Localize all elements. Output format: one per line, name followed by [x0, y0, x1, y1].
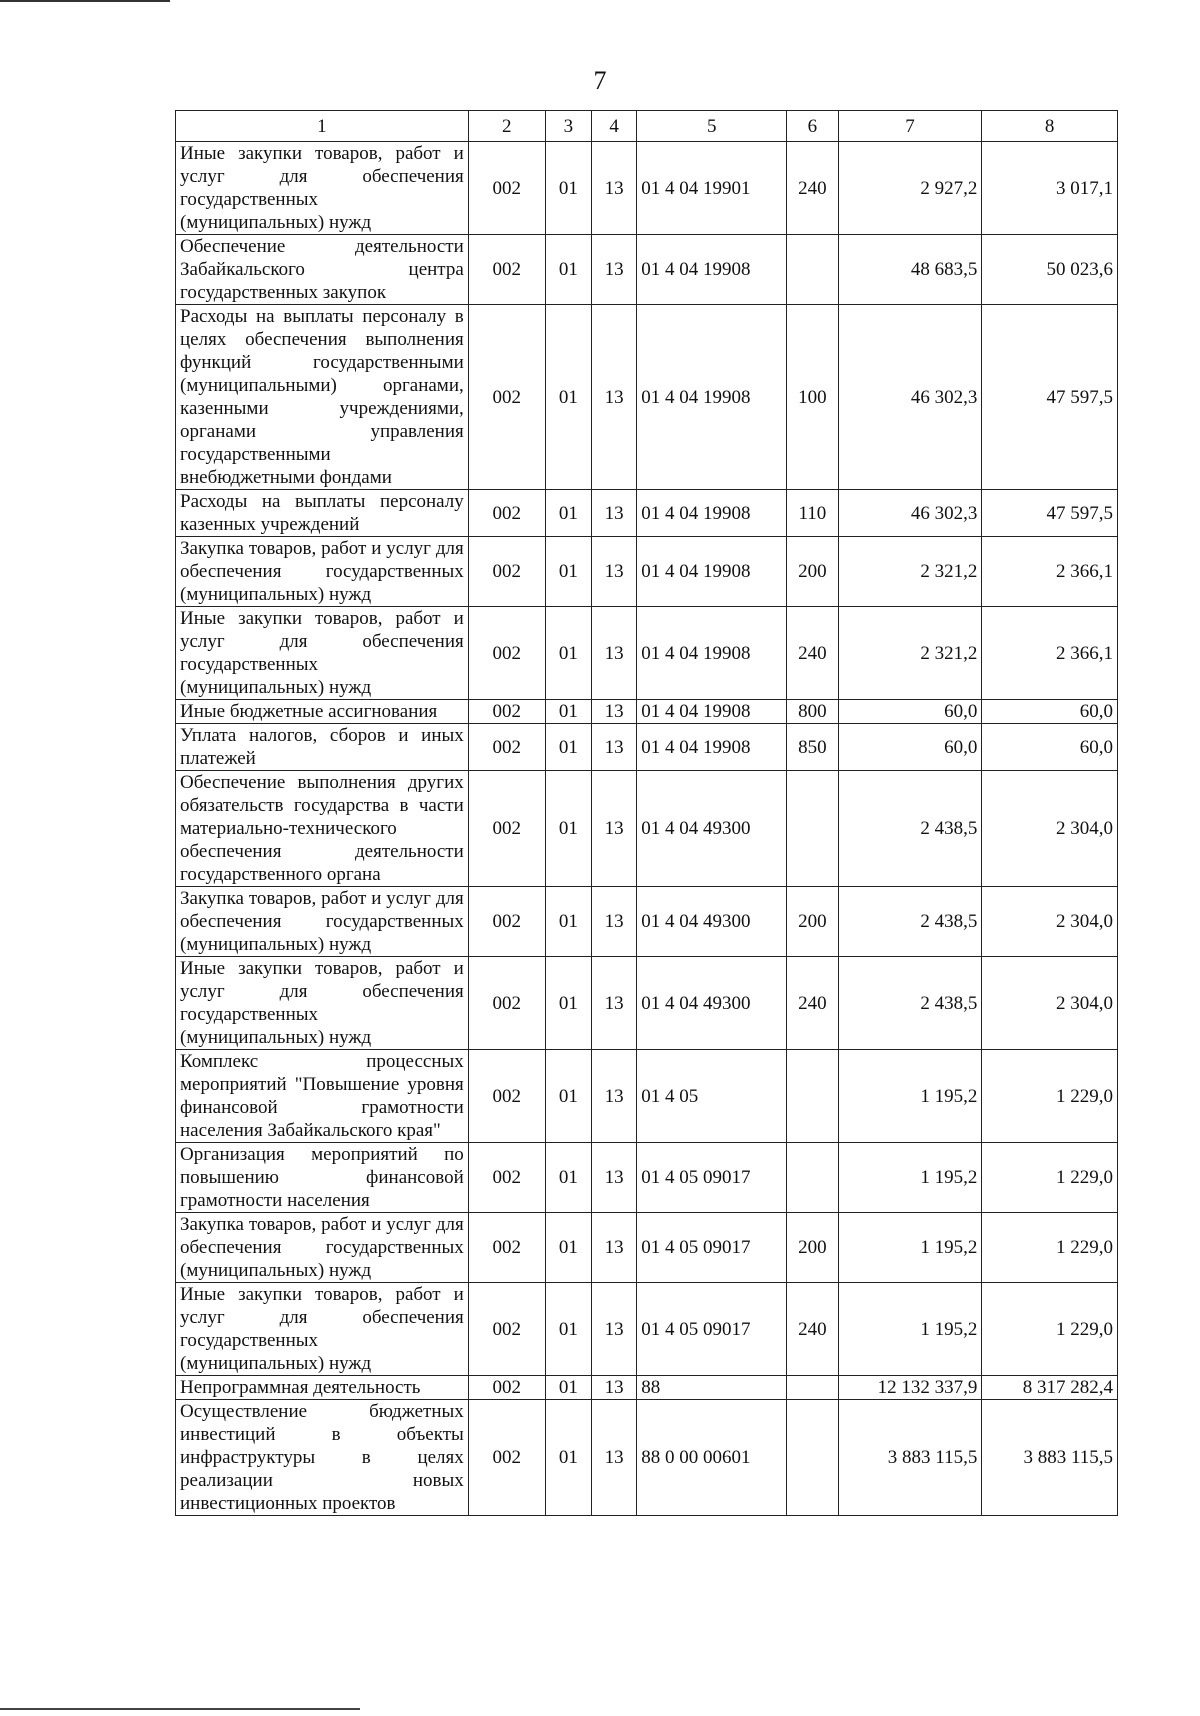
ministry-code-cell: 002: [468, 1050, 545, 1143]
target-article-cell: 01 4 05 09017: [637, 1143, 787, 1213]
section-code-cell: 01: [545, 537, 591, 607]
section-code-cell: 01: [545, 1400, 591, 1516]
expense-type-cell: [787, 1143, 838, 1213]
amount-year2-cell: 47 597,5: [982, 490, 1118, 537]
expense-name-cell: Обеспечение выполнения других обязательств государства в части материально-технического обеспечения деятельности государственного органа: [176, 771, 469, 887]
section-code-cell: 01: [545, 1376, 591, 1400]
section-code-cell: 01: [545, 771, 591, 887]
expense-name-cell: Иные бюджетные ассигнования: [176, 700, 469, 724]
target-article-cell: 01 4 04 19901: [637, 142, 787, 235]
amount-year2-cell: 47 597,5: [982, 305, 1118, 490]
expense-type-cell: 200: [787, 1213, 838, 1283]
ministry-code-cell: 002: [468, 1213, 545, 1283]
target-article-cell: 88 0 00 00601: [637, 1400, 787, 1516]
section-code-cell: 01: [545, 305, 591, 490]
amount-year2-cell: 60,0: [982, 700, 1118, 724]
target-article-cell: 01 4 04 19908: [637, 490, 787, 537]
subsection-code-cell: 13: [592, 1376, 637, 1400]
expense-type-cell: 100: [787, 305, 838, 490]
target-article-cell: 01 4 04 49300: [637, 887, 787, 957]
scan-edge-line: [0, 1708, 360, 1710]
amount-year2-cell: 2 366,1: [982, 537, 1118, 607]
amount-year1-cell: 3 883 115,5: [838, 1400, 982, 1516]
subsection-code-cell: 13: [592, 957, 637, 1050]
amount-year1-cell: 2 927,2: [838, 142, 982, 235]
amount-year1-cell: 46 302,3: [838, 305, 982, 490]
amount-year2-cell: 8 317 282,4: [982, 1376, 1118, 1400]
expense-name-cell: Закупка товаров, работ и услуг для обеспечения государственных (муниципальных) нужд: [176, 887, 469, 957]
scan-edge-line: [0, 0, 170, 2]
subsection-code-cell: 13: [592, 1050, 637, 1143]
ministry-code-cell: 002: [468, 235, 545, 305]
expense-name-cell: Расходы на выплаты персоналу в целях обеспечения выполнения функций государственными (муниципальными) органами, казенными учреждениями, органами управления государственными внебюджетными фондами: [176, 305, 469, 490]
table-row: [176, 607, 1118, 700]
amount-year2-cell: 3 883 115,5: [982, 1400, 1118, 1516]
section-code-cell: 01: [545, 724, 591, 771]
target-article-cell: 01 4 04 19908: [637, 537, 787, 607]
subsection-code-cell: 13: [592, 724, 637, 771]
expense-type-cell: 240: [787, 1283, 838, 1376]
budget-table: [175, 110, 1118, 1516]
amount-year1-cell: 1 195,2: [838, 1050, 982, 1143]
ministry-code-cell: 002: [468, 1376, 545, 1400]
ministry-code-cell: 002: [468, 771, 545, 887]
expense-type-cell: [787, 1376, 838, 1400]
expense-name-cell: Уплата налогов, сборов и иных платежей: [176, 724, 469, 771]
expense-type-cell: [787, 1050, 838, 1143]
subsection-code-cell: 13: [592, 235, 637, 305]
expense-name-cell: Закупка товаров, работ и услуг для обеспечения государственных (муниципальных) нужд: [176, 1213, 469, 1283]
expense-name-cell: Иные закупки товаров, работ и услуг для обеспечения государственных (муниципальных) нужд: [176, 957, 469, 1050]
ministry-code-cell: 002: [468, 887, 545, 957]
expense-type-cell: [787, 771, 838, 887]
table-row: [176, 1400, 1118, 1516]
table-row: [176, 1213, 1118, 1283]
amount-year1-cell: 1 195,2: [838, 1143, 982, 1213]
subsection-code-cell: 13: [592, 1143, 637, 1213]
target-article-cell: 01 4 05 09017: [637, 1213, 787, 1283]
subsection-code-cell: 13: [592, 305, 637, 490]
header-cell: 8: [982, 111, 1118, 142]
header-cell: 3: [545, 111, 591, 142]
amount-year2-cell: 50 023,6: [982, 235, 1118, 305]
header-cell: 5: [637, 111, 787, 142]
ministry-code-cell: 002: [468, 142, 545, 235]
expense-type-cell: 200: [787, 887, 838, 957]
amount-year1-cell: 2 438,5: [838, 771, 982, 887]
amount-year1-cell: 48 683,5: [838, 235, 982, 305]
subsection-code-cell: 13: [592, 607, 637, 700]
section-code-cell: 01: [545, 607, 591, 700]
section-code-cell: 01: [545, 1143, 591, 1213]
amount-year2-cell: 2 304,0: [982, 771, 1118, 887]
table-row: [176, 700, 1118, 724]
expense-type-cell: 850: [787, 724, 838, 771]
amount-year2-cell: 1 229,0: [982, 1213, 1118, 1283]
subsection-code-cell: 13: [592, 700, 637, 724]
amount-year2-cell: 1 229,0: [982, 1143, 1118, 1213]
ministry-code-cell: 002: [468, 305, 545, 490]
header-cell: 4: [592, 111, 637, 142]
expense-type-cell: 240: [787, 607, 838, 700]
target-article-cell: 01 4 04 49300: [637, 957, 787, 1050]
header-cell: 1: [176, 111, 469, 142]
amount-year1-cell: 60,0: [838, 724, 982, 771]
table-row: [176, 724, 1118, 771]
table-row: [176, 142, 1118, 235]
subsection-code-cell: 13: [592, 887, 637, 957]
ministry-code-cell: 002: [468, 1143, 545, 1213]
table-row: [176, 1050, 1118, 1143]
expense-name-cell: Комплекс процессных мероприятий "Повышение уровня финансовой грамотности населения Забайкальского края": [176, 1050, 469, 1143]
subsection-code-cell: 13: [592, 142, 637, 235]
amount-year2-cell: 2 304,0: [982, 957, 1118, 1050]
amount-year2-cell: 3 017,1: [982, 142, 1118, 235]
subsection-code-cell: 13: [592, 1213, 637, 1283]
subsection-code-cell: 13: [592, 1400, 637, 1516]
section-code-cell: 01: [545, 490, 591, 537]
section-code-cell: 01: [545, 700, 591, 724]
amount-year1-cell: 12 132 337,9: [838, 1376, 982, 1400]
table-row: [176, 1143, 1118, 1213]
section-code-cell: 01: [545, 957, 591, 1050]
expense-type-cell: 240: [787, 142, 838, 235]
section-code-cell: 01: [545, 142, 591, 235]
amount-year2-cell: 1 229,0: [982, 1283, 1118, 1376]
target-article-cell: 01 4 04 19908: [637, 724, 787, 771]
expense-name-cell: Иные закупки товаров, работ и услуг для обеспечения государственных (муниципальных) нужд: [176, 142, 469, 235]
amount-year2-cell: 60,0: [982, 724, 1118, 771]
table-body: [176, 142, 1118, 1516]
expense-name-cell: Иные закупки товаров, работ и услуг для обеспечения государственных (муниципальных) нужд: [176, 1283, 469, 1376]
expense-type-cell: 800: [787, 700, 838, 724]
header-cell: 2: [468, 111, 545, 142]
section-code-cell: 01: [545, 235, 591, 305]
subsection-code-cell: 13: [592, 490, 637, 537]
ministry-code-cell: 002: [468, 1400, 545, 1516]
target-article-cell: 01 4 04 19908: [637, 235, 787, 305]
amount-year1-cell: 2 321,2: [838, 607, 982, 700]
subsection-code-cell: 13: [592, 1283, 637, 1376]
subsection-code-cell: 13: [592, 537, 637, 607]
expense-name-cell: Иные закупки товаров, работ и услуг для обеспечения государственных (муниципальных) нужд: [176, 607, 469, 700]
ministry-code-cell: 002: [468, 490, 545, 537]
page-number: 7: [593, 66, 607, 95]
table-row: [176, 957, 1118, 1050]
amount-year1-cell: 1 195,2: [838, 1283, 982, 1376]
amount-year1-cell: 2 438,5: [838, 957, 982, 1050]
table-row: [176, 305, 1118, 490]
amount-year2-cell: 1 229,0: [982, 1050, 1118, 1143]
ministry-code-cell: 002: [468, 537, 545, 607]
target-article-cell: 88: [637, 1376, 787, 1400]
table-row: [176, 1376, 1118, 1400]
amount-year1-cell: 60,0: [838, 700, 982, 724]
table-row: [176, 887, 1118, 957]
expense-type-cell: [787, 1400, 838, 1516]
target-article-cell: 01 4 04 19908: [637, 305, 787, 490]
expense-name-cell: Закупка товаров, работ и услуг для обеспечения государственных (муниципальных) нужд: [176, 537, 469, 607]
amount-year1-cell: 1 195,2: [838, 1213, 982, 1283]
target-article-cell: 01 4 04 19908: [637, 607, 787, 700]
amount-year2-cell: 2 304,0: [982, 887, 1118, 957]
target-article-cell: 01 4 04 19908: [637, 700, 787, 724]
expense-type-cell: 110: [787, 490, 838, 537]
amount-year1-cell: 2 321,2: [838, 537, 982, 607]
target-article-cell: 01 4 05: [637, 1050, 787, 1143]
expense-name-cell: Расходы на выплаты персоналу казенных учреждений: [176, 490, 469, 537]
expense-type-cell: 240: [787, 957, 838, 1050]
expense-name-cell: Обеспечение деятельности Забайкальского центра государственных закупок: [176, 235, 469, 305]
target-article-cell: 01 4 04 49300: [637, 771, 787, 887]
amount-year2-cell: 2 366,1: [982, 607, 1118, 700]
expense-name-cell: Организация мероприятий по повышению финансовой грамотности населения: [176, 1143, 469, 1213]
amount-year1-cell: 2 438,5: [838, 887, 982, 957]
section-code-cell: 01: [545, 887, 591, 957]
expense-name-cell: Осуществление бюджетных инвестиций в объекты инфраструктуры в целях реализации новых инвестиционных проектов: [176, 1400, 469, 1516]
ministry-code-cell: 002: [468, 1283, 545, 1376]
section-code-cell: 01: [545, 1213, 591, 1283]
section-code-cell: 01: [545, 1283, 591, 1376]
amount-year1-cell: 46 302,3: [838, 490, 982, 537]
table-header-row: [176, 111, 1118, 142]
expense-type-cell: [787, 235, 838, 305]
ministry-code-cell: 002: [468, 957, 545, 1050]
ministry-code-cell: 002: [468, 700, 545, 724]
expense-type-cell: 200: [787, 537, 838, 607]
section-code-cell: 01: [545, 1050, 591, 1143]
ministry-code-cell: 002: [468, 607, 545, 700]
table-row: [176, 771, 1118, 887]
subsection-code-cell: 13: [592, 771, 637, 887]
header-cell: 7: [838, 111, 982, 142]
target-article-cell: 01 4 05 09017: [637, 1283, 787, 1376]
header-cell: 6: [787, 111, 838, 142]
ministry-code-cell: 002: [468, 724, 545, 771]
table-row: [176, 1283, 1118, 1376]
expense-name-cell: Непрограммная деятельность: [176, 1376, 469, 1400]
table-row: [176, 235, 1118, 305]
table-row: [176, 490, 1118, 537]
table-row: [176, 537, 1118, 607]
